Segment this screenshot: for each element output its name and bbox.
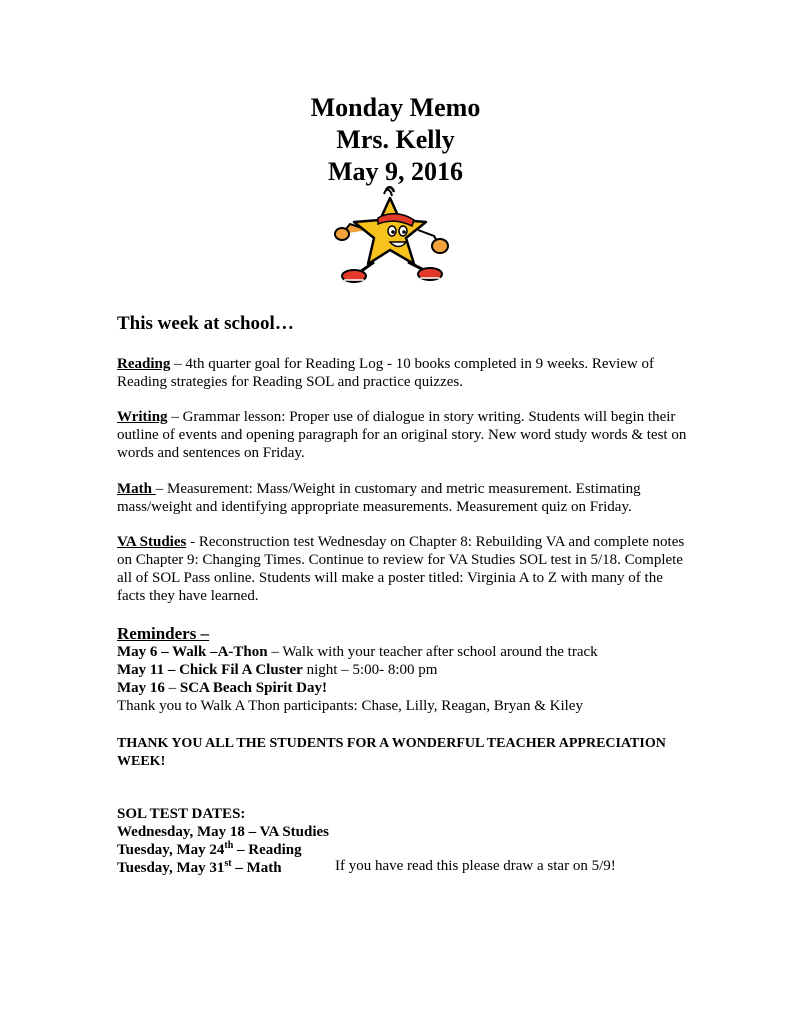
writing-subject: Writing [117,409,168,425]
sol-subject: – Reading [233,842,302,858]
reminder-text: night – 5:00- 8:00 pm [302,662,438,678]
reminder-text: – Walk with your teacher after school around the track [267,644,598,660]
memo-title: Monday Memo [310,93,481,122]
reminder-date: May 11 – Chick Fil A Cluster [117,662,303,678]
reading-text: – 4th quarter goal for Reading Log - 10 books completed in 9 weeks. Review of Reading strategies for Reading SOL and practice quizzes. [117,356,654,390]
va-studies-paragraph [117,533,687,605]
va-studies-text: - Reconstruction test Wednesday on Chapter 8: Rebuilding VA and complete notes on Chapter 9: Changing Times. Continue to review for VA Studies SOL test in 5/18. Complete all of SOL Pass online. Students will make a poster titled: Virginia A to Z with many of the facts they have learned. [117,534,685,604]
reminder-separator: – [164,680,180,696]
star-note: If you have read this please draw a star on 5/9! [335,858,616,874]
reminder-text: SCA Beach Spirit Day! [179,680,328,696]
participants-thanks: Thank you to Walk A Thon participants: Chase, Lilly, Reagan, Bryan & Kiley [117,698,583,714]
appreciation-thanks: THANK YOU ALL THE STUDENTS FOR A WONDERFUL TEACHER APPRECIATION WEEK! [117,736,666,769]
sol-title: SOL TEST DATES: [117,806,246,822]
math-paragraph [117,480,687,516]
math-subject: Math [117,481,156,497]
math-text: – Measurement: Mass/Weight in customary and metric measurement. Estimating mass/weight and identifying appropriate measurements. Measurement quiz on Friday. [117,481,641,515]
sol-date-text: Tuesday, May 24 [117,842,225,858]
reading-subject: Reading [117,356,171,372]
reminder-item [117,643,717,661]
reminders-title: Reminders – [117,624,210,643]
sol-date-text: Tuesday, May 31 [117,860,225,876]
ordinal-suffix: st [224,858,232,869]
week-section-title: This week at school… [117,313,294,334]
reminder-date: May 6 – Walk –A-Thon [117,644,268,660]
teacher-name: Mrs. Kelly [336,125,455,154]
ordinal-suffix: th [224,840,234,851]
sol-date-va-studies: Wednesday, May 18 – VA Studies [117,824,329,840]
reminder-item [117,661,717,679]
reminder-date: May 16 [117,680,165,696]
reminder-item [117,679,717,697]
memo-header [0,92,791,188]
reading-paragraph [117,355,687,391]
running-star-mascot-icon [328,184,460,288]
writing-paragraph [117,408,687,462]
reminders-list [117,643,717,715]
va-studies-subject: VA Studies [117,534,187,550]
memo-date: May 9, 2016 [327,157,464,186]
sol-subject: – Math [231,860,282,876]
writing-text: – Grammar lesson: Proper use of dialogue in story writing. Students will begin their outline of events and opening paragraph for an original story. New word study words & test on words and sentences on Friday. [117,409,687,461]
